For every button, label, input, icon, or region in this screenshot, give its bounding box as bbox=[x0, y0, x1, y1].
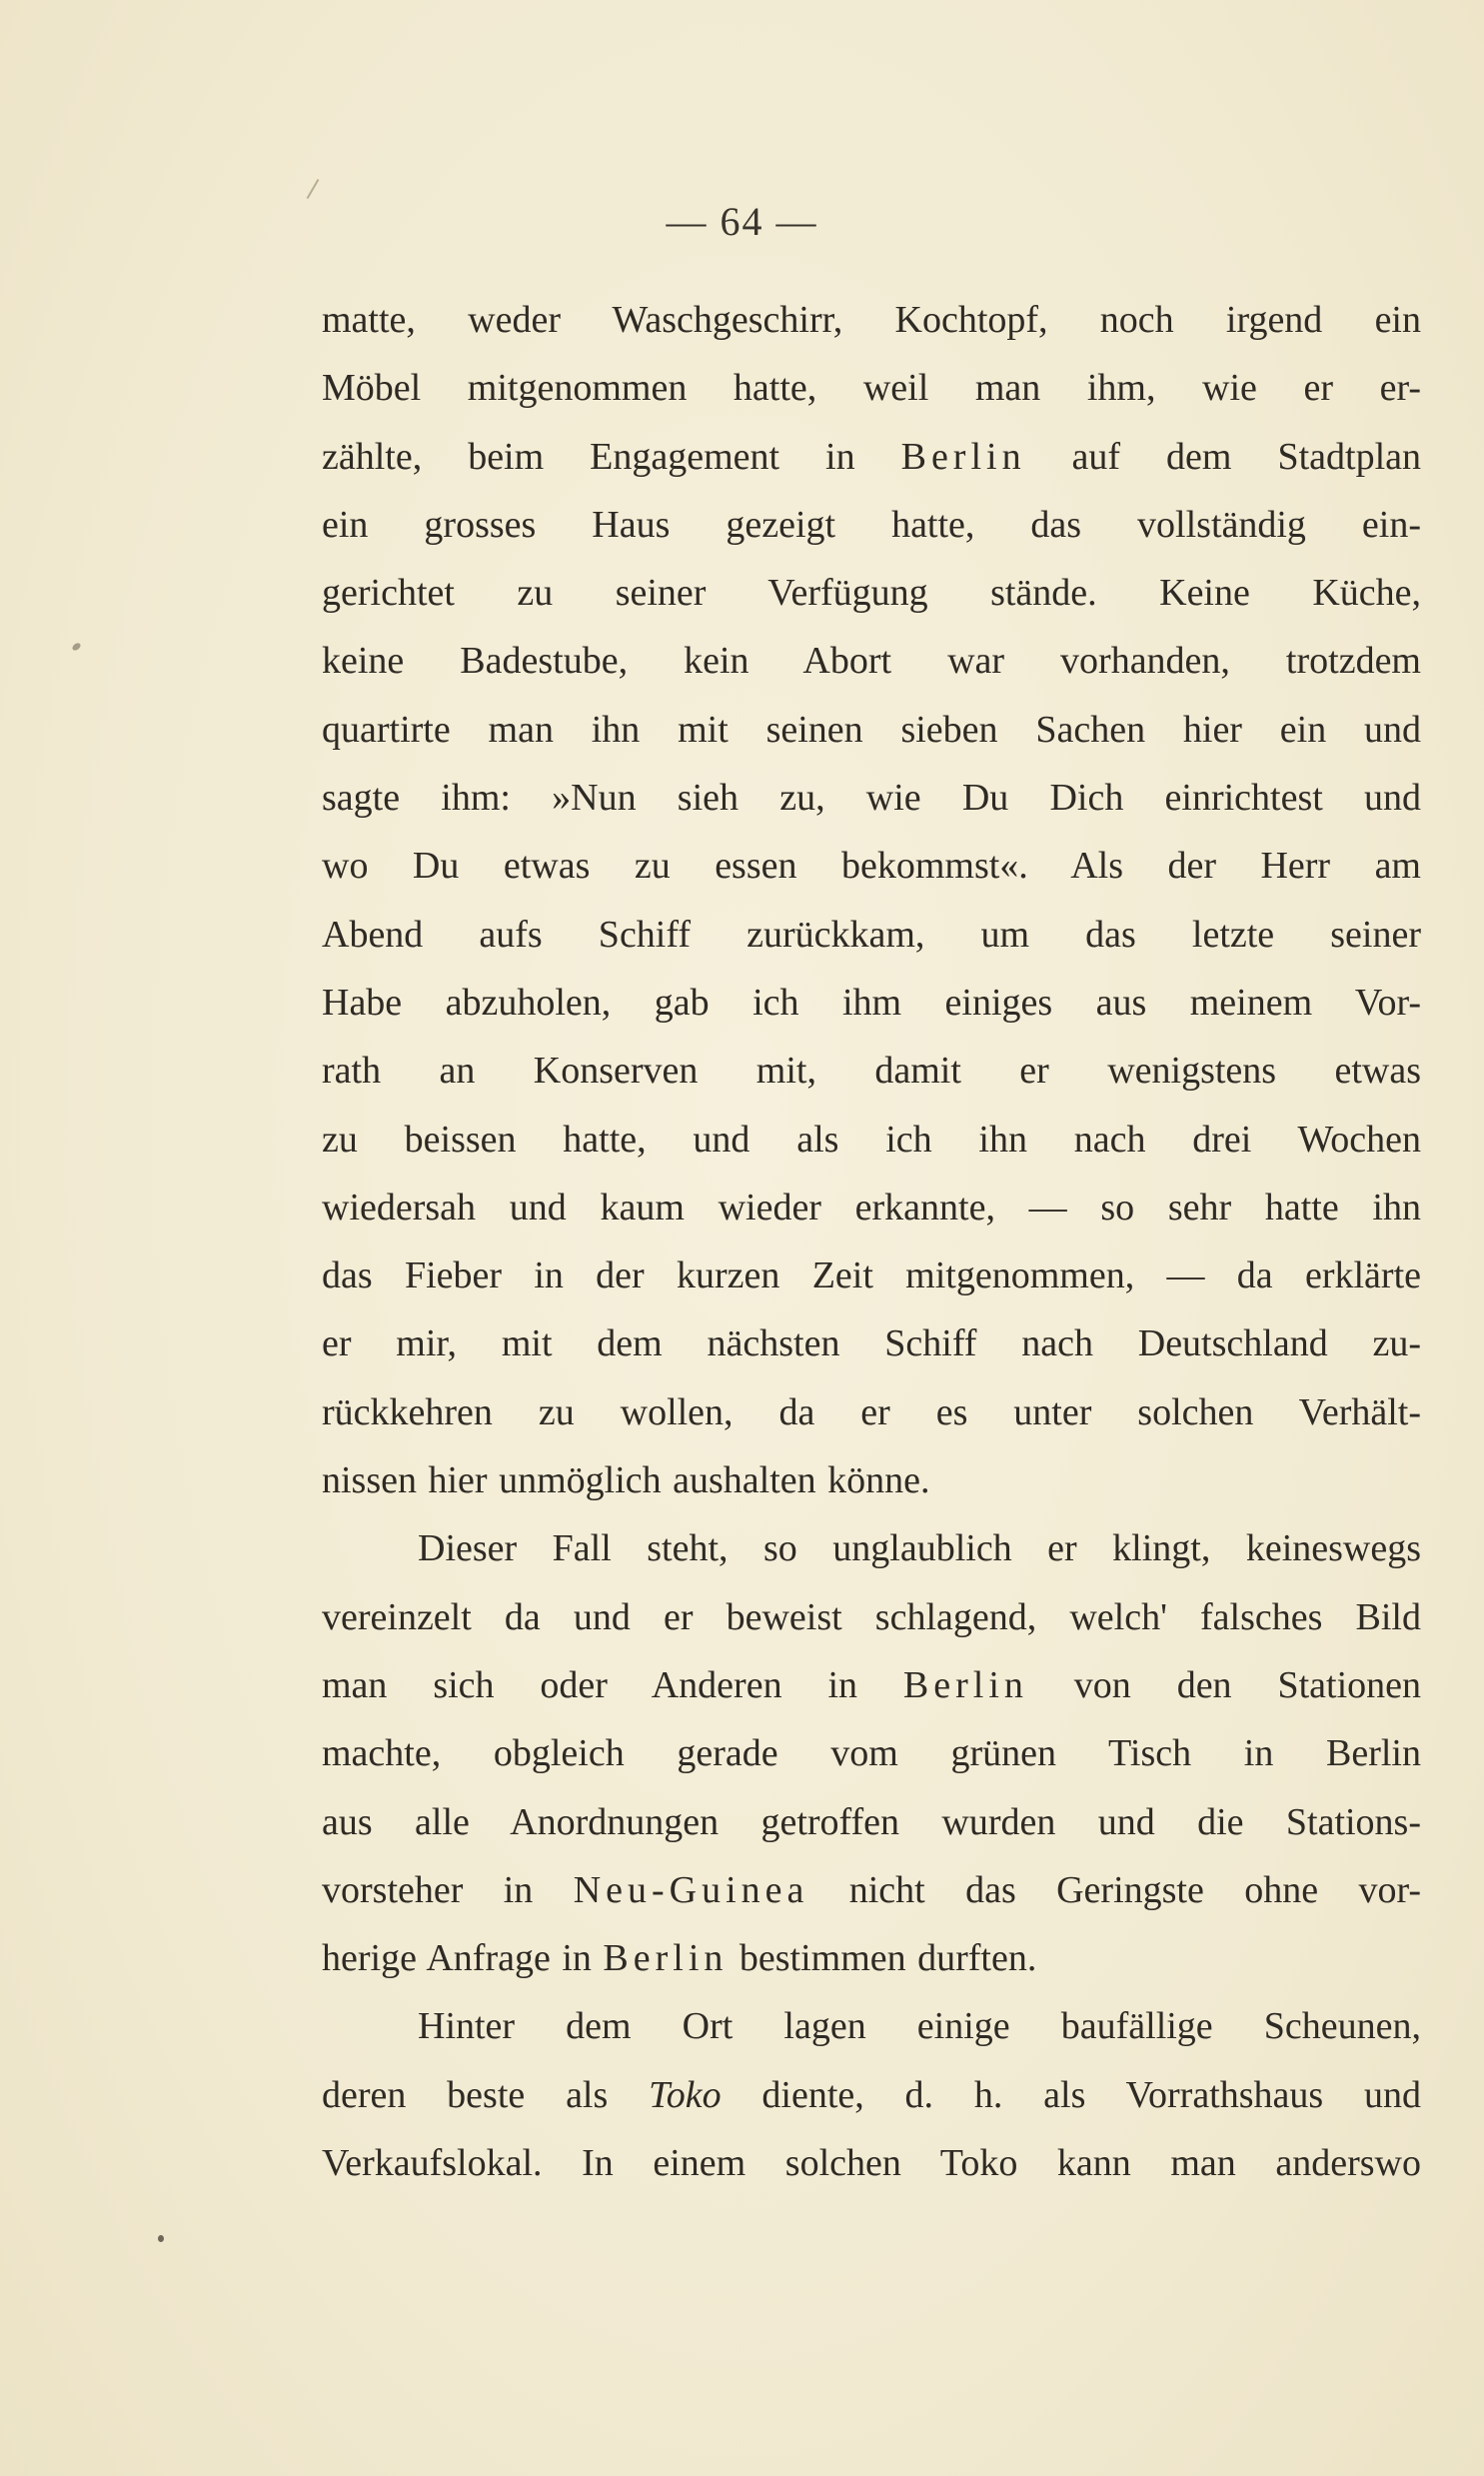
text-line: Möbel mitgenommen hatte, weil man ihm, wie er er- bbox=[322, 367, 1421, 410]
text-line: machte, obgleich gerade vom grünen Tisch in Berlin bbox=[322, 1732, 1421, 1775]
text-line: zu beissen hatte, und als ich ihn nach drei Wochen bbox=[322, 1118, 1421, 1161]
text-line: Habe abzuholen, gab ich ihm einiges aus meinem Vor- bbox=[322, 981, 1421, 1024]
text-line bbox=[322, 1651, 1421, 1719]
text-run: zählte, beim Engagement in bbox=[322, 435, 901, 478]
text-line: Abend aufs Schiff zurückkam, um das letzte seiner bbox=[322, 913, 1421, 956]
text-run: vorsteher in bbox=[322, 1868, 574, 1911]
italic-word: Toko bbox=[649, 2073, 722, 2116]
text-run: von den Stationen bbox=[1027, 1663, 1421, 1706]
text-line: keine Badestube, kein Abort war vorhanden, trotzdem bbox=[322, 640, 1421, 683]
ink-dot bbox=[158, 2235, 164, 2242]
text-run: deren beste als bbox=[322, 2073, 650, 2116]
spaced-word: Berlin bbox=[603, 1937, 729, 1980]
spaced-word: Berlin bbox=[902, 1663, 1028, 1706]
text-run: herige Anfrage in bbox=[322, 1937, 604, 1980]
text-line: gerichtet zu seiner Verfügung stände. Keine Küche, bbox=[322, 572, 1421, 615]
text-run: auf dem Stadtplan bbox=[1025, 435, 1421, 478]
body-text bbox=[322, 286, 1421, 2197]
paragraph-start-line: Hinter dem Ort lagen einige baufällige Scheunen, bbox=[418, 2005, 1421, 2048]
text-line: matte, weder Waschgeschirr, Kochtopf, noch irgend ein bbox=[322, 299, 1421, 341]
spaced-word: Neu-Guinea bbox=[573, 1868, 809, 1911]
paragraph-start-line: Dieser Fall steht, so unglaublich er klingt, keineswegs bbox=[418, 1527, 1421, 1570]
text-line: rath an Konserven mit, damit er wenigstens etwas bbox=[322, 1050, 1421, 1093]
paragraph-end-line bbox=[322, 1924, 1421, 1992]
text-line bbox=[322, 423, 1421, 491]
pencil-mark bbox=[307, 179, 320, 199]
text-run: man sich oder Anderen in bbox=[322, 1663, 903, 1706]
text-line: aus alle Anordnungen getroffen wurden und die Stations- bbox=[322, 1800, 1421, 1843]
text-line: wo Du etwas zu essen bekommst«. Als der Herr am bbox=[322, 845, 1421, 888]
text-line: Verkaufslokal. In einem solchen Toko kann man anderswo bbox=[322, 2142, 1421, 2185]
text-line: quartirte man ihn mit seinen sieben Sachen hier ein und bbox=[322, 708, 1421, 751]
text-line bbox=[322, 1856, 1421, 1924]
text-run: diente, d. h. als Vorrathshaus und bbox=[721, 2073, 1421, 2116]
text-line: rückkehren zu wollen, da er es unter solchen Verhält- bbox=[322, 1390, 1421, 1433]
paper-smudge bbox=[71, 642, 82, 652]
text-line: wiedersah und kaum wieder erkannte, — so sehr hatte ihn bbox=[322, 1186, 1421, 1229]
text-line: das Fieber in der kurzen Zeit mitgenommen, — da erklärte bbox=[322, 1254, 1421, 1297]
text-line bbox=[322, 2061, 1421, 2129]
text-line: er mir, mit dem nächsten Schiff nach Deutschland zu- bbox=[322, 1322, 1421, 1365]
paragraph-end-line: nissen hier unmöglich aushalten könne. bbox=[322, 1459, 930, 1502]
page-number: — 64 — bbox=[666, 199, 818, 244]
text-line: sagte ihm: »Nun sieh zu, wie Du Dich einrichtest und bbox=[322, 777, 1421, 820]
spaced-word: Berlin bbox=[900, 435, 1026, 478]
text-line: vereinzelt da und er beweist schlagend, welch' falsches Bild bbox=[322, 1595, 1421, 1638]
text-run: nicht das Geringste ohne vor- bbox=[808, 1868, 1421, 1911]
text-run: bestimmen durften. bbox=[728, 1937, 1037, 1980]
text-line: ein grosses Haus gezeigt hatte, das vollständig ein- bbox=[322, 503, 1421, 546]
